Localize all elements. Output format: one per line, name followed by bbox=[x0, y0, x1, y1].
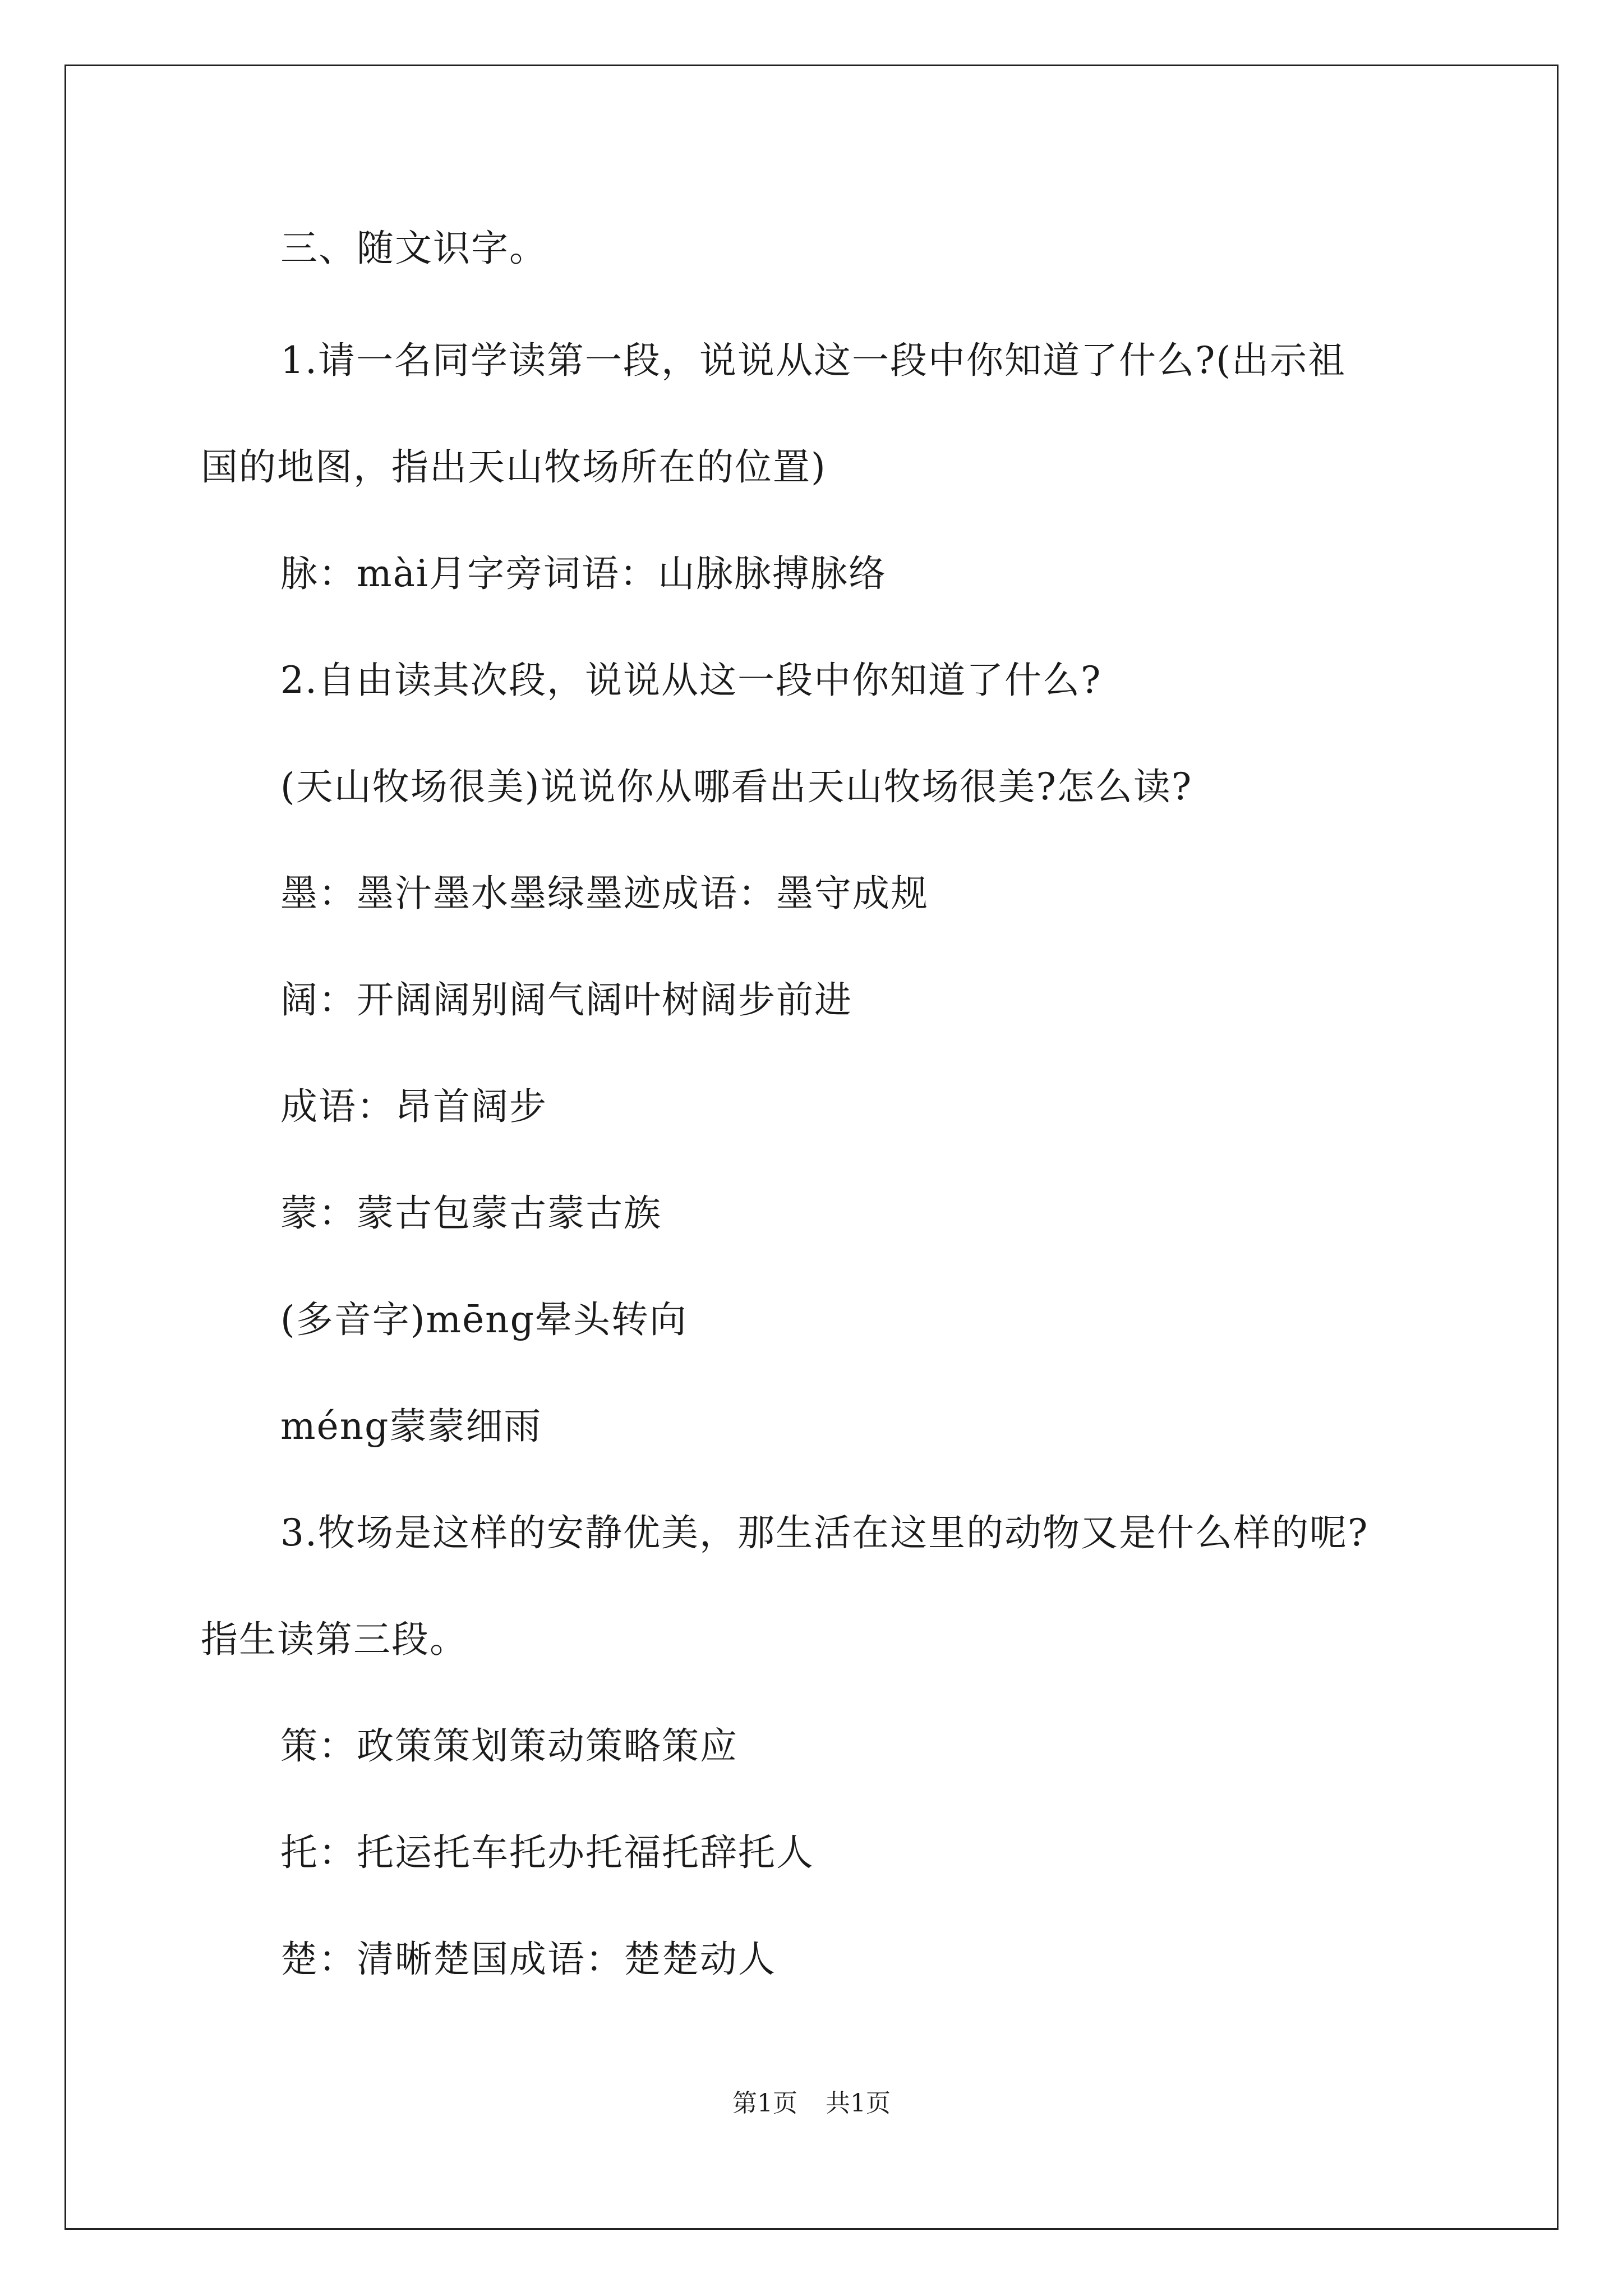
text-line: 墨：墨汁墨水墨绿墨迹成语：墨守成规 bbox=[280, 872, 929, 915]
text-line: 蒙：蒙古包蒙古蒙古族 bbox=[280, 1191, 662, 1235]
text-line: 1.请一名同学读第一段，说说从这一段中你知道了什么?(出示祖 bbox=[280, 339, 1347, 382]
text-line: (多音字)mēng晕头转向 bbox=[280, 1298, 688, 1341]
text-line: 2.自由读其次段，说说从这一段中你知道了什么? bbox=[280, 659, 1102, 702]
text-line: 阔：开阔阔别阔气阔叶树阔步前进 bbox=[280, 978, 852, 1022]
text-line: 策：政策策划策动策略策应 bbox=[280, 1724, 738, 1768]
text-line: 国的地图，指出天山牧场所在的位置) bbox=[201, 445, 827, 489]
current-page-label: 第1页 bbox=[732, 2089, 797, 2118]
text-line: 脉：mài月字旁词语：山脉脉搏脉络 bbox=[280, 552, 887, 595]
page-footer bbox=[0, 2081, 1623, 2126]
text-line: 成语：昂首阔步 bbox=[280, 1085, 547, 1128]
text-line: (天山牧场很美)说说你从哪看出天山牧场很美?怎么读? bbox=[280, 765, 1193, 808]
text-line: 3.牧场是这样的安静优美，那生活在这里的动物又是什么样的呢? bbox=[280, 1511, 1369, 1554]
total-pages-label: 共1页 bbox=[826, 2089, 891, 2118]
text-line: 三、随文识字。 bbox=[280, 227, 547, 270]
text-line: 楚：清晰楚国成语：楚楚动人 bbox=[280, 1938, 776, 1981]
text-line: 托：托运托车托办托福托辞托人 bbox=[280, 1831, 814, 1874]
text-line: méng蒙蒙细雨 bbox=[280, 1405, 542, 1448]
text-line: 指生读第三段。 bbox=[201, 1618, 468, 1661]
